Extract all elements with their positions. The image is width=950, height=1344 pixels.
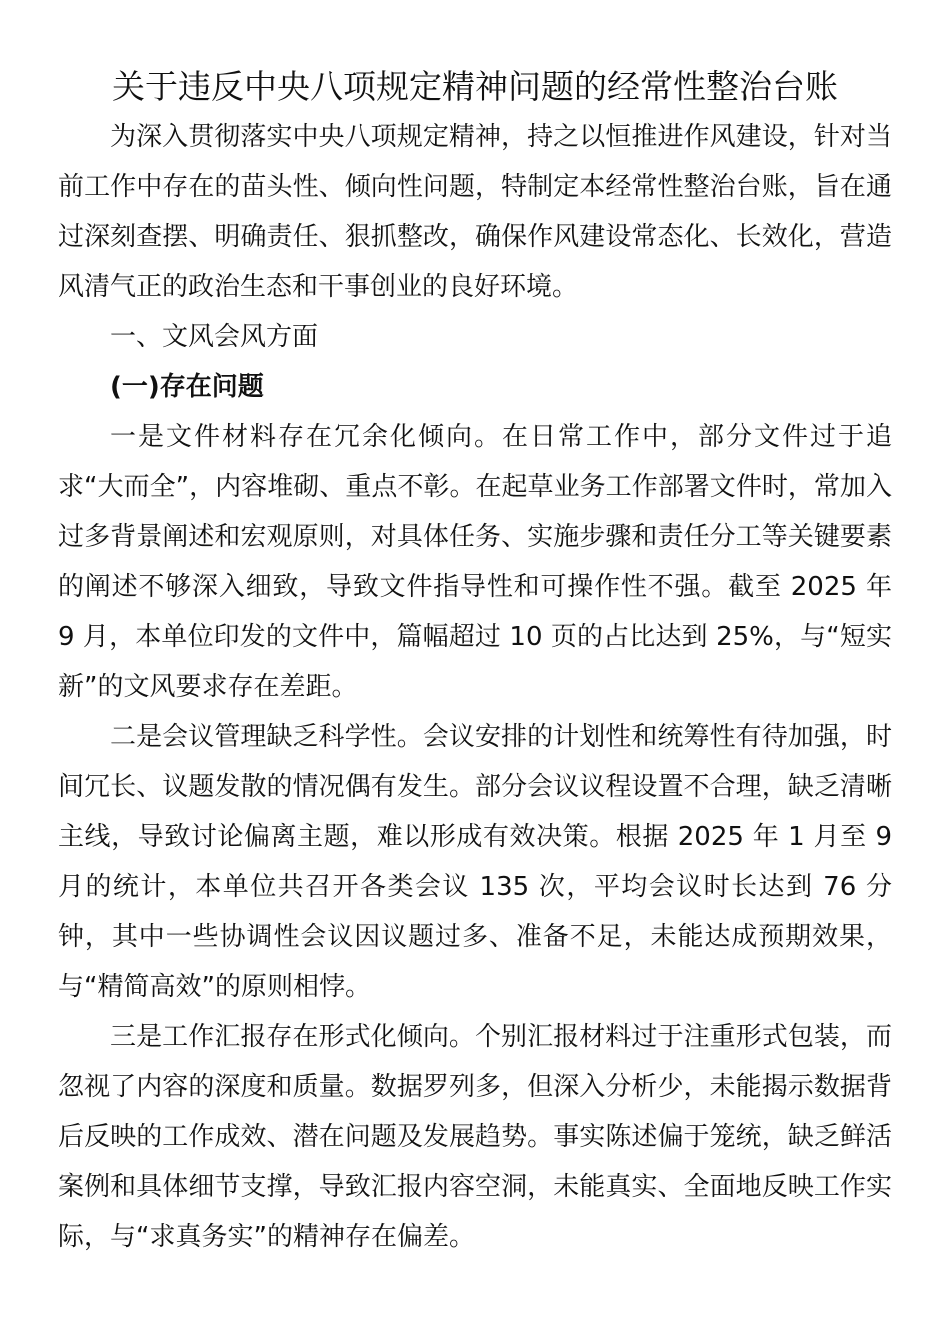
document-title: 关于违反中央八项规定精神问题的经常性整治台账 xyxy=(112,67,838,106)
subsection-heading: (一)存在问题 xyxy=(110,372,264,402)
intro-paragraph: 为深入贯彻落实中央八项规定精神，持之以恒推进作风建设，针对当前工作中存在的苗头性、倾向性问题，特制定本经常性整治台账，旨在通过深刻查摆、明确责任、狠抓整改，确保作风建设常态化、长效化，营造风清气正的政治生态和干事创业的良好环境。 xyxy=(58,122,892,302)
problem-paragraph-1: 一是文件材料存在冗余化倾向。在日常工作中，部分文件过于追求“大而全”，内容堆砌、重点不彰。在起草业务工作部署文件时，常加入过多背景阐述和宏观原则，对具体任务、实施步骤和责任分工等关键要素的阐述不够深入细致，导致文件指导性和可操作性不强。截至 2025 年 9 月，本单位印发的文件中，篇幅超过 10 页的占比达到 25%，与“短实新”的文风要求存在差距。 xyxy=(58,422,892,702)
problem-paragraph-2: 二是会议管理缺乏科学性。会议安排的计划性和统筹性有待加强，时间冗长、议题发散的情况偶有发生。部分会议议程设置不合理，缺乏清晰主线，导致讨论偏离主题，难以形成有效决策。根据 2025 年 1 月至 9 月的统计，本单位共召开各类会议 135 次，平均会议时长达到 76 分钟，其中一些协调性会议因议题过多、准备不足，未能达成预期效果，与“精简高效”的原则相悖。 xyxy=(58,722,892,1002)
problem-paragraph-3: 三是工作汇报存在形式化倾向。个别汇报材料过于注重形式包装，而忽视了内容的深度和质量。数据罗列多，但深入分析少，未能揭示数据背后反映的工作成效、潜在问题及发展趋势。事实陈述偏于笼统，缺乏鲜活案例和具体细节支撑，导致汇报内容空洞，未能真实、全面地反映工作实际，与“求真务实”的精神存在偏差。 xyxy=(58,1022,892,1252)
section-heading: 一、文风会风方面 xyxy=(110,322,319,352)
